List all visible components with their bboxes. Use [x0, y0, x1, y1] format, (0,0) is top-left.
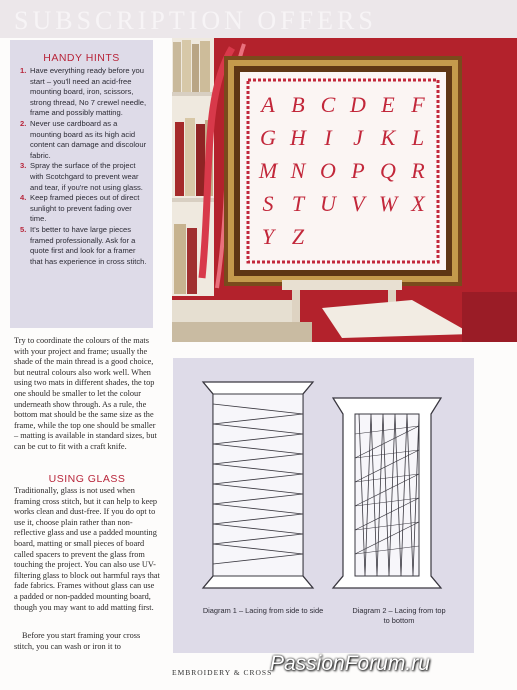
magazine-footer: EMBROIDERY & CROSS	[172, 668, 273, 677]
sampler-letter: Z	[291, 224, 305, 249]
sampler-letter: S	[262, 191, 274, 216]
sampler-letter: F	[411, 92, 425, 117]
sampler-letter: C	[320, 92, 336, 117]
hint-text: Have everything ready before you start – you'll need an acid-free mounting board, iron, scissors, strong thread, No 7 crewel needle, frame and possibly matting.	[30, 66, 147, 118]
handy-hints-list	[20, 66, 148, 267]
hint-text: Keep framed pieces out of direct sunlight to prevent fading over time.	[30, 193, 140, 224]
forum-watermark: PassionForum.ru	[270, 652, 430, 675]
sampler-letter: W	[378, 191, 398, 216]
hint-item	[20, 119, 148, 161]
sampler-letter: M	[258, 158, 278, 183]
sampler-letter: I	[324, 125, 332, 150]
body-paragraph-matting: Try to coordinate the colours of the mats with your project and frame; usually the shade of the main thread is a good choice, but neutral colours also work well. When using two mats in different shades, the top one should be smaller to let the colour underneath show through. As a rule, the bottom mat should be the same size as the frame, while the top one should be smaller – matting is available in standard sizes, but can be cut to fit with a craft knife.	[14, 336, 157, 451]
sampler-letter: E	[381, 92, 395, 117]
hint-number: 3.	[20, 161, 27, 171]
page-header-title: SUBSCRIPTION OFFERS	[14, 6, 377, 35]
header-strip	[0, 0, 517, 38]
sampler-letter: K	[380, 125, 396, 150]
hint-text: Never use cardboard as a mounting board as its high acid content can damage and discolour fabric.	[30, 118, 147, 160]
sampler-letter: N	[290, 158, 306, 183]
sampler-letter: U	[320, 191, 336, 216]
framed-sampler-photo	[172, 38, 517, 342]
hint-number: 2.	[20, 118, 27, 128]
sampler-letter: R	[411, 158, 425, 183]
diagram-1-caption: Diagram 1 – Lacing from side to side	[202, 606, 324, 615]
sampler-letter: D	[350, 92, 366, 117]
sampler-letter: Q	[380, 158, 396, 183]
hint-number: 4.	[20, 193, 27, 203]
sampler-photo-illustration	[172, 38, 517, 342]
hint-item	[20, 161, 148, 193]
diagram-2-caption	[329, 606, 469, 626]
sampler-letter: Y	[261, 224, 275, 249]
hint-item	[20, 193, 148, 225]
using-glass-heading: USING GLASS	[48, 473, 126, 485]
sampler-letter: H	[290, 125, 306, 150]
hint-text: It's better to have large pieces framed professionally. Ask for a quote first and look for a framer that has experience in cross stitch.	[30, 224, 147, 266]
diagram-2-caption-line2: to bottom	[383, 616, 415, 625]
diagram-2-top-to-bottom	[333, 398, 441, 588]
diagram-1-side-to-side	[203, 382, 313, 588]
sampler-letter: J	[353, 125, 363, 150]
handy-hints-box	[10, 40, 153, 328]
lacing-diagrams-panel	[173, 358, 474, 653]
body-paragraph-glass: Traditionally, glass is not used when framing cross stitch, but it can help to keep works clean and dust-free. If you do opt to use it, choose plain rather than non-reflective glass and use a padded mounting board, matting or small pieces of board called spacers to prevent the glass from touching the project. You can also use UV-filtering glass to block out harmful rays that fade fabrics. Frames without glass can use a padded or non-padded mounting board, though you may want to add matting first.	[14, 486, 160, 612]
sampler-letter: T	[291, 191, 305, 216]
hint-number: 5.	[20, 224, 27, 234]
sampler-letter: B	[291, 92, 305, 117]
handy-hints-title: HANDY HINTS	[43, 52, 120, 64]
hint-item	[20, 66, 148, 119]
hint-number: 1.	[20, 66, 27, 75]
body-paragraph-washing: Before you start framing your cross stitch, you can wash or iron it to	[14, 631, 141, 651]
sampler-letter: A	[261, 92, 275, 117]
hint-text: Spray the surface of the project with Scotchgard to prevent wear and tear, if you're not using glass.	[30, 161, 143, 192]
sampler-letter: V	[351, 191, 365, 216]
sampler-letter: P	[351, 158, 365, 183]
diagram-2-caption-line1: Diagram 2 – Lacing from top	[352, 606, 446, 615]
sampler-letter: X	[411, 191, 425, 216]
sampler-letter: L	[411, 125, 425, 150]
sampler-letter: O	[320, 158, 336, 183]
hint-item	[20, 225, 148, 267]
sampler-letter: G	[260, 125, 276, 150]
